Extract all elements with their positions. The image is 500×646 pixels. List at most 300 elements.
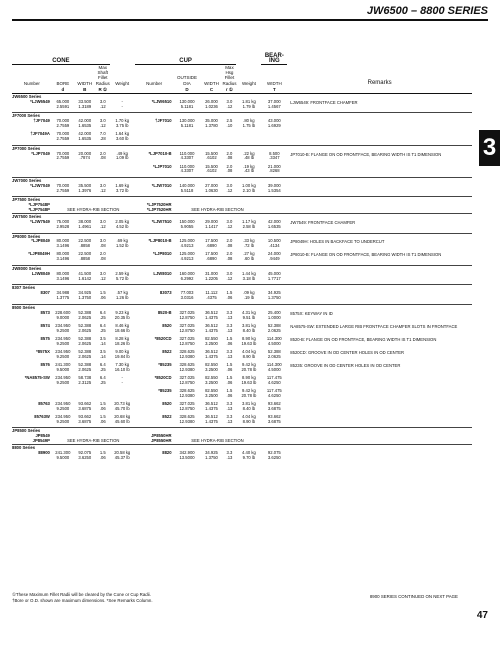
cone-weight-value (110, 389, 135, 402)
sym-D: D (174, 86, 201, 94)
cone-fillet-value: 1.5 .06 (99, 290, 106, 301)
remarks-text (287, 389, 472, 402)
remarks-text (287, 291, 472, 304)
bearing-width-value: 93.662 3.6875 (267, 413, 281, 424)
cup-number (135, 132, 174, 145)
cup-width-value: 26.000 1.0236 (205, 98, 218, 109)
bearing-width-value: 24.000 .9449 (267, 251, 281, 262)
cone-fillet-value: 3.0 .08 (99, 238, 106, 249)
cup-number: 8520 (162, 400, 172, 406)
remarks-text (287, 415, 472, 428)
col-bearing-width: WIDTH (266, 80, 282, 86)
cup-number: 8522 (162, 348, 172, 354)
cup-number: LJW8010 (153, 270, 172, 276)
outside-dia-value: 140.000 5.5118 (179, 182, 195, 193)
cup-weight-value: 4.40 kg 9.70 lb (242, 449, 256, 460)
cone-number: *LJW6549 (30, 98, 50, 104)
outside-dia-value: 110.000 4.3307 (179, 150, 195, 161)
cone-header: CONE (12, 50, 110, 65)
page-title: JW6500 – 8800 SERIES (366, 5, 488, 17)
cup-width-value: 82.550 3.2500 (205, 387, 218, 398)
table-row (12, 363, 472, 376)
remarks-text (287, 376, 472, 389)
remarks-text (287, 184, 472, 197)
bearing-width-value: 45.000 1.7717 (267, 270, 281, 281)
cup-fillet-value (222, 132, 236, 145)
cone-weight-value: 1.70 kg 3.75 lb (115, 118, 130, 129)
table-row (12, 152, 472, 165)
table-row (12, 415, 472, 428)
col-fillet-cone: Max Shaft Fillet Radius (95, 65, 110, 86)
remarks-text: JW7549: FRONTFACE CHAMFER (290, 220, 356, 226)
sym-r: r ① (222, 86, 236, 94)
cone-weight-value: 20.73 kg 45.70 lb (114, 400, 131, 411)
cup-fillet-value: 3.3 .13 (226, 322, 233, 333)
bearing-header: BEAR- ING (261, 50, 287, 65)
cone-width-value: 20.000 .7874 (78, 150, 92, 161)
remarks-text: NA8575-SW: EXTENDED LARGE RIB FRONTFACE CHAMFER SLOTS IN FRONTFACE (290, 323, 458, 329)
cup-fillet-value: 3.0 .12 (226, 182, 233, 193)
col-width: WIDTH (77, 80, 93, 86)
cone-weight-value: 9.23 kg 20.35 lb (114, 309, 130, 320)
bearing-width-value: 117.475 4.6250 (266, 387, 282, 398)
outside-dia-value: 150.000 5.9055 (179, 219, 195, 229)
series-label: JF7000 Series (12, 113, 472, 119)
cone-weight-value: - - (121, 374, 123, 385)
cone-fillet-value (96, 389, 110, 402)
cup-width-value: 36.512 1.4375 (205, 322, 218, 333)
cone-width-value: 33.500 1.3189 (78, 98, 92, 109)
col-fillet-cup: Max Hsg Fillet Radius (222, 65, 237, 86)
bore-value: 80.000 3.1496 (56, 270, 70, 281)
cone-width-value: 42.000 1.6535 (78, 131, 92, 142)
sym-B: B (74, 86, 96, 94)
cup-number: 8820 (162, 449, 172, 455)
cone-fillet-value: 3.0 .12 (99, 270, 106, 281)
cone-weight-value: 7.30 kg 16.10 lb (114, 361, 130, 372)
section-tab: 3 (479, 130, 500, 166)
cone-fillet-value: 1.5 .06 (99, 413, 106, 424)
table-row (12, 100, 472, 113)
cup-fillet-value: 3.3 .13 (226, 400, 233, 411)
outside-dia-value: 328.625 12.9380 (179, 348, 195, 359)
cup-width-value: 17.500 .6890 (205, 238, 218, 249)
bearing-width-value: 93.662 3.6875 (267, 400, 281, 411)
outside-dia-value: 327.025 12.8750 (179, 400, 195, 411)
cone-fillet-value: 6.4 .25 (99, 374, 106, 385)
cup-number: *LJP7010-B (148, 150, 172, 156)
cup-fillet-value: 3.0 .12 (226, 270, 233, 281)
bore-value: 234.950 9.2500 (55, 374, 71, 385)
cup-width-value: 36.512 1.4375 (205, 400, 218, 411)
outside-dia-value: 77.003 3.0316 (180, 290, 194, 301)
bore-value: 241.300 9.5000 (55, 449, 71, 460)
cone-number: †JF7049 (33, 118, 50, 124)
cone-number: *LJP7548P (28, 207, 50, 213)
bore-value: 234.950 9.2500 (55, 322, 71, 333)
table-row (12, 337, 472, 350)
sym-d: d (52, 86, 74, 94)
remarks-text: JP7010-B: FLANGE ON OD FRONTFACE, BEARING WIDTH IS T1 DIMENSION (290, 151, 442, 157)
series-label: 8800 Series (12, 444, 472, 450)
bore-value: 228.600 9.0000 (55, 309, 71, 320)
table-row (12, 184, 472, 197)
remarks-text: 8520CD: GROOVE IN OD CENTER HOLES IN OD CENTER (290, 349, 405, 355)
bearing-width-value: 114.300 4.5000 (266, 335, 282, 346)
cup-fillet-value: 3.0 .12 (226, 219, 233, 229)
remarks-text: 8520-B: FLANGE ON OD FRONTFACE, BEARING WIDTH IS T1 DIMENSION (290, 336, 437, 342)
cone-number: JP8549P (32, 438, 50, 443)
cone-number: *LJW7549 (30, 219, 50, 225)
cone-width-value: 38.000 1.4961 (78, 219, 92, 229)
cup-width-value: 15.500 .6102 (205, 163, 218, 174)
series-label: 8500 Series (12, 304, 472, 310)
bearing-width-value: 34.925 1.3750 (267, 290, 281, 301)
outside-dia-value: 342.900 13.5000 (179, 449, 195, 460)
table-row (12, 324, 472, 337)
outside-dia-value: 327.025 12.8750 (179, 374, 195, 385)
cone-weight-value: 1.64 kg 3.60 lb (115, 131, 130, 142)
cone-width-value: 22.500 .8858 (78, 238, 92, 249)
outside-dia-value: 125.000 4.9213 (179, 251, 195, 262)
cone-width-value: 41.500 1.6142 (78, 270, 92, 281)
cup-weight-value: 1.44 kg 3.18 lb (242, 270, 256, 281)
outside-dia-value: 328.625 12.9380 (179, 413, 195, 424)
cup-number: *8520CD (154, 335, 172, 341)
col-weight: Weight (115, 80, 130, 86)
remarks-text (287, 272, 472, 285)
sym-T: T (261, 86, 287, 94)
series-label: JW7500 Series (12, 214, 472, 220)
bore-value: 234.950 9.2500 (55, 335, 71, 346)
cone-weight-value: 20.58 kg 45.37 lb (114, 449, 131, 460)
cone-fillet-value: 3.0 .12 (99, 182, 106, 193)
cup-width-value (201, 132, 223, 145)
cup-weight-value: 1.00 kg 2.10 lb (242, 182, 256, 193)
cone-number: 8574 (40, 322, 50, 328)
outside-dia-value: 327.025 12.8750 (179, 309, 195, 320)
bearing-width-value: 8.500 .3347 (269, 150, 280, 161)
cone-width-value: 93.662 3.6875 (78, 400, 92, 411)
cup-number: 8522 (162, 413, 172, 419)
bore-value: 234.950 9.2500 (55, 413, 71, 424)
cone-width-value (74, 389, 96, 402)
cup-width-value: 31.000 1.2205 (205, 270, 218, 281)
bore-value: 70.000 2.7559 (56, 131, 70, 142)
cup-width-value: 34.925 1.3750 (205, 449, 218, 460)
cup-fillet-value: 2.0 .08 (226, 238, 233, 249)
series-label: JW7000 Series (12, 178, 472, 184)
outside-dia-value: 125.000 4.9213 (179, 238, 195, 249)
hydra-note: SEE HYDRA-RIB SECTION (67, 438, 120, 443)
table-row (12, 311, 472, 324)
col-bore: BORE (56, 80, 70, 86)
bearing-width-value: 117.475 4.6250 (266, 374, 282, 385)
col-cup-width: WIDTH (204, 80, 219, 86)
cup-width-value: 82.550 3.2500 (205, 335, 218, 346)
series-label: JP7500 Series (12, 197, 472, 203)
bore-value: 234.950 9.2500 (55, 400, 71, 411)
cone-number: *LJP7548P (28, 202, 50, 208)
cup-weight-value: 3.81 kg 8.40 lb (242, 400, 256, 411)
cone-number: 8573 (40, 309, 50, 315)
table-row (12, 220, 472, 233)
cone-weight-value: 20.68 kg 45.60 lb (114, 413, 131, 424)
outside-dia-value: 328.625 12.9380 (179, 387, 195, 398)
footnote-2: †Bore or O.D. shown are maximum dimensions. *See Remarks Column. (12, 598, 153, 603)
cup-number: *LJW7010 (151, 182, 172, 188)
table-row (12, 350, 472, 363)
cone-number: *8575X (36, 348, 50, 354)
cone-weight-value: .49 kg 1.09 lb (115, 150, 129, 161)
cone-fillet-value: 6.4 .25 (99, 309, 106, 320)
bore-value: 70.000 2.7559 (56, 182, 70, 193)
table-row (12, 165, 472, 178)
cup-fillet-value: 3.3 .13 (226, 449, 233, 460)
cup-weight-value: .22 kg .48 lb (243, 150, 255, 161)
cone-number: 85763W (34, 413, 50, 419)
cup-number: *LJP7520HR (146, 202, 172, 208)
outside-dia-value: 327.025 12.8750 (179, 335, 195, 346)
series-label: 8307 Series (12, 285, 472, 291)
bearing-width-value: 114.300 4.5000 (266, 361, 282, 372)
bore-value: 241.300 9.5000 (55, 361, 71, 372)
cup-fillet-value: 3.3 .13 (226, 413, 233, 424)
cone-number: *LJW7049 (30, 182, 50, 188)
cone-number: LJW8049 (31, 270, 50, 276)
cup-weight-value: .33 kg .72 lb (243, 238, 255, 249)
bore-value: 65.000 2.5591 (56, 98, 70, 109)
cone-weight-value (110, 165, 135, 178)
cup-number: *LJP8010 (152, 251, 172, 257)
remarks-text (287, 132, 472, 145)
cup-fillet-value: 1.5 .06 (226, 335, 233, 346)
table-row (12, 389, 472, 402)
cup-weight-value: 8.90 kg 19.63 lb (241, 374, 257, 385)
cone-weight-value: .69 kg 1.52 lb (115, 238, 129, 249)
cup-number: *8520CD (154, 374, 172, 380)
page-number: 47 (476, 610, 488, 621)
bearing-width-value: 39.000 1.5354 (267, 182, 281, 193)
spec-body (12, 93, 472, 464)
cup-weight-value: 4.31 kg 9.51 lb (242, 309, 256, 320)
cup-number: *85235 (158, 387, 172, 393)
cup-weight-value: .19 kg .43 lb (243, 163, 255, 174)
bearing-width-value: 37.000 1.4567 (267, 98, 281, 109)
remarks-text (287, 119, 472, 132)
cup-width-value: 36.512 1.4375 (205, 309, 218, 320)
col-number: Number (23, 80, 40, 86)
cup-number: 83073 (159, 290, 172, 296)
table-row (12, 402, 472, 415)
hydra-note: SEE HYDRA-RIB SECTION (67, 207, 120, 213)
cone-width-value: 92.075 3.6250 (78, 449, 92, 460)
cup-fillet-value: 3.3 .13 (226, 309, 233, 320)
cup-number: *LJP7520HR (146, 207, 172, 213)
table-row (12, 272, 472, 285)
bearing-width-value: 92.075 3.6250 (267, 449, 281, 460)
table-row (12, 252, 472, 265)
cone-number: 8575 (40, 335, 50, 341)
bore-value: 70.000 2.7559 (56, 150, 70, 161)
cup-weight-value: 8.90 kg 19.63 lb (241, 335, 257, 346)
bore-value (52, 389, 74, 402)
cup-weight-value: 1.17 kg 2.58 lb (242, 219, 256, 229)
cup-number: JP8550HR (151, 438, 172, 443)
remarks-text: LJW6549: FRONTFACE CHAMFER (290, 99, 358, 105)
remarks-text: JP8049H: HOLES IN BACKFACE TO UNDERCUT (290, 239, 385, 245)
footnotes (12, 592, 153, 604)
hydra-note: SEE HYDRA-RIB SECTION (191, 207, 244, 213)
outside-dia-value: 328.625 12.9380 (179, 361, 195, 372)
cone-width-value: 52.388 2.0625 (78, 348, 92, 359)
outside-dia-value: 130.000 5.1181 (179, 98, 195, 109)
cone-width-value: 52.388 2.0625 (78, 309, 92, 320)
remarks-text (287, 402, 472, 415)
cup-fillet-value: 1.5 .06 (226, 387, 233, 398)
remarks-text: 85235: GROOVE IN OD CENTER HOLES IN OD CENTER (290, 362, 401, 368)
cup-fillet-value: 2.5 .10 (226, 118, 233, 129)
cup-weight-value: 9.42 kg 20.78 lb (241, 361, 257, 372)
cup-width-value: 11.112 .4375 (205, 290, 218, 301)
cone-weight-value: 2.59 kg 5.72 lb (115, 270, 130, 281)
cone-number: 8307 (40, 290, 50, 296)
bearing-spec-table (12, 50, 472, 464)
cup-weight-value (236, 132, 261, 145)
table-row (12, 451, 472, 464)
bore-value: 70.000 2.7559 (56, 118, 70, 129)
cone-width-value: 34.925 1.3750 (78, 290, 92, 301)
cone-fillet-value: 3.5 .14 (99, 348, 106, 359)
cup-width-value: 29.000 1.1417 (205, 219, 218, 229)
table-row (12, 291, 472, 304)
cup-number: *LJP7010 (152, 163, 172, 169)
cone-width-value: 22.500 .8858 (78, 251, 92, 262)
cup-weight-value: 4.04 kg 8.90 lb (242, 348, 256, 359)
cone-fillet-value (96, 165, 110, 178)
cone-number (12, 389, 52, 402)
cup-number: *LJW6510 (151, 98, 172, 104)
footnote-1: ①These Maximum Fillet Radii will be cleared by the Cone or Cup Radii. (12, 592, 151, 597)
cup-header: CUP (135, 50, 237, 65)
cup-fillet-value: 1.5 .06 (226, 290, 233, 301)
cup-weight-value: 9.42 kg 20.78 lb (241, 387, 257, 398)
cone-number: 85763 (38, 400, 50, 406)
cup-number: *LJP8010-B (148, 238, 172, 244)
bearing-width-value (261, 132, 287, 145)
cone-fillet-value: 3.0 .12 (99, 118, 106, 129)
cup-fillet-value: 1.5 .06 (226, 361, 233, 372)
bearing-width-value: 42.000 1.6535 (267, 219, 281, 229)
cone-weight-value: 9.00 kg 19.84 lb (114, 348, 130, 359)
cone-width-value: 93.662 3.6875 (78, 413, 92, 424)
cup-width-value: 82.550 3.2500 (205, 374, 218, 385)
cone-fillet-value: 1.5 .06 (99, 449, 106, 460)
cone-width-value: 52.388 2.0625 (78, 335, 92, 346)
cone-weight-value: 2.05 kg 4.52 lb (115, 219, 130, 229)
cone-fillet-value: 2.0 .08 (99, 251, 106, 262)
cone-number: *LJP7049 (31, 150, 50, 156)
bore-value: 80.000 3.1496 (56, 238, 70, 249)
cone-number: *NA8575-SW (24, 374, 50, 380)
cup-width-value: 35.000 1.3780 (205, 118, 218, 129)
cup-fillet-value: 1.5 .06 (226, 374, 233, 385)
series-label: JP8500 Series (12, 428, 472, 434)
outside-dia-value: 160.000 6.2992 (179, 270, 195, 281)
cup-fillet-value: 3.3 .13 (226, 348, 233, 359)
cup-width-value: 36.512 1.4375 (205, 348, 218, 359)
cone-fillet-value: 7.0 .28 (99, 131, 106, 142)
cup-fillet-value: 2.0 .08 (226, 150, 233, 161)
cone-width-value: 52.388 2.0625 (78, 322, 92, 333)
bore-value: 34.988 1.3775 (56, 290, 70, 301)
cup-weight-value: 4.04 kg 8.90 lb (242, 413, 256, 424)
cup-width-value: 27.000 1.0630 (205, 182, 218, 193)
table-row (12, 376, 472, 389)
cone-number (12, 165, 52, 178)
remarks-text: JP8010-B: FLANGE ON OD FRONTFACE, BEARING WIDTH IS T1 DIMENSION (290, 252, 442, 258)
cup-number: 8520-B (157, 309, 172, 315)
outside-dia-value: 130.000 5.1181 (179, 118, 195, 129)
bore-value: 75.000 2.9528 (56, 219, 70, 229)
cup-width-value: 15.500 .6102 (205, 150, 218, 161)
cup-number: †JF7010 (155, 118, 172, 124)
remarks-text (287, 451, 472, 464)
cone-fillet-value: 6.4 .25 (99, 361, 106, 372)
cup-fillet-value: 2.0 .08 (226, 163, 233, 174)
cone-weight-value: 1.69 kg 3.72 lb (115, 182, 130, 193)
col-cup-number: Number (146, 80, 163, 86)
bearing-width-value: 52.388 2.0625 (267, 322, 281, 333)
continued-note: 8900 SERIES CONTINUED ON NEXT PAGE (369, 594, 458, 599)
bore-value (52, 165, 74, 178)
table-row (12, 132, 472, 145)
col-remarks: Remarks (367, 79, 392, 86)
cone-fillet-value: 3.0 .12 (99, 219, 106, 229)
cone-number: 88900 (38, 449, 50, 455)
bearing-width-value: 52.388 2.0625 (267, 348, 281, 359)
cup-weight-value: .09 kg .19 lb (243, 290, 255, 301)
outside-dia-value: 327.025 12.8750 (179, 322, 195, 333)
cone-weight-value: 8.46 kg 18.66 lb (114, 322, 130, 333)
sym-R: R ① (96, 86, 110, 94)
series-label: JW8000 Series (12, 265, 472, 271)
cone-weight-value: - - (121, 98, 123, 109)
series-label: JP7000 Series (12, 145, 472, 151)
cone-number: JP8549 (35, 433, 50, 439)
series-label: JP8000 Series (12, 233, 472, 239)
cone-fillet-value: 6.4 .25 (99, 322, 106, 333)
cup-width-value: 36.512 1.4375 (205, 413, 218, 424)
bore-value: 234.950 9.2500 (55, 348, 71, 359)
cone-fillet-value: 2.0 .08 (99, 150, 106, 161)
cone-weight-value: .57 kg 1.26 lb (115, 290, 129, 301)
outside-dia-value: 110.000 4.3307 (179, 163, 195, 174)
cup-width-value: 82.550 3.2500 (205, 361, 218, 372)
hydra-note: SEE HYDRA-RIB SECTION (191, 438, 244, 443)
cup-fillet-value: 2.0 .08 (226, 251, 233, 262)
cone-width-value: 35.500 1.3976 (78, 182, 92, 193)
cone-fillet-value: 1.5 .06 (99, 400, 106, 411)
cup-number: JP8550HR (151, 433, 172, 439)
cup-number: 8520 (162, 322, 172, 328)
series-label: JW6500 Series (12, 93, 472, 99)
cup-width-value: 17.500 .6890 (205, 251, 218, 262)
cone-width-value: 42.000 1.6535 (78, 118, 92, 129)
bearing-width-value: 10.500 .4134 (267, 238, 281, 249)
cone-width-value: 58.738 2.3125 (78, 374, 92, 385)
outside-dia-value (174, 132, 201, 145)
